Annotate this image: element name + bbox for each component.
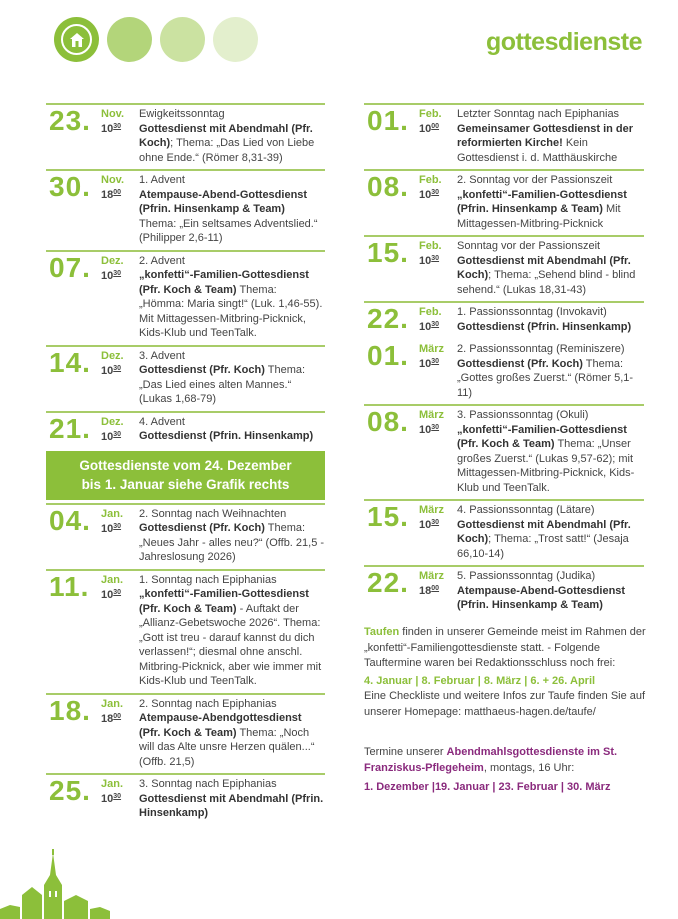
entry-details: Thema: „Neues Jahr - alles neu?“ (Offb. 21,5 - Jahreslosung 2026) — [139, 522, 325, 563]
entry-month: Jan. — [101, 697, 124, 710]
entry-month: Feb. — [419, 108, 442, 120]
entry-time — [101, 121, 121, 135]
taufen-info — [364, 625, 654, 720]
entry-minute: 30 — [113, 430, 122, 438]
entry-service: Atempause-Abend-Gottesdienst (Pfrin. Hinsenkamp & Team) — [139, 188, 308, 215]
entry-hour: 10 — [419, 358, 432, 370]
entry-service: Gottesdienst (Pfrin. Hinsenkamp) — [457, 320, 632, 333]
entry-time — [419, 422, 439, 436]
entry-day: 08. — [367, 406, 409, 437]
entry-day: 11. — [49, 570, 90, 602]
service-entry — [46, 169, 325, 250]
entry-day: 30. — [49, 171, 91, 202]
entry-desc — [457, 320, 644, 335]
left-list-part1 — [46, 103, 325, 448]
entry-time — [419, 253, 439, 267]
entry-day: 08. — [367, 171, 409, 202]
entry-minute: 30 — [113, 522, 122, 530]
entry-details: Thema: „Ein seltsames Adventslied.“ (Philipper 2,6-11) — [139, 217, 318, 244]
entry-hour: 18 — [101, 712, 114, 725]
service-entry — [364, 169, 644, 235]
entry-month: Nov. — [101, 174, 125, 186]
entry-minute: 00 — [113, 189, 122, 196]
entry-month: Feb. — [419, 240, 442, 252]
entry-desc — [139, 188, 325, 246]
abendmahl-highlight: Abendmahlsgottesdienste im St. Franziskus-Pflegeheim — [364, 746, 618, 774]
entry-occasion: 4. Advent — [139, 415, 185, 428]
entry-day: 15. — [367, 237, 409, 268]
entry-occasion: 1. Passionssonntag (Invokavit) — [457, 306, 607, 318]
entry-day: 23. — [49, 105, 91, 136]
entry-minute: 30 — [431, 519, 440, 526]
entry-month: Dez. — [101, 349, 124, 362]
entry-month: Nov. — [101, 108, 125, 120]
deco-circle-4 — [213, 17, 258, 62]
entry-occasion: 3. Sonntag nach Epiphanias — [139, 778, 277, 790]
entry-text — [139, 415, 325, 444]
entry-time — [101, 268, 121, 282]
entry-desc — [139, 363, 325, 407]
entry-month: März — [419, 570, 445, 582]
entry-minute: 00 — [431, 585, 440, 592]
entry-service: Atempause-Abendgottesdienst (Pfr. Koch & Team) — [139, 712, 302, 739]
entry-month: Feb. — [419, 306, 442, 318]
entry-service: Gottesdienst mit Abendmahl (Pfr. Koch) — [457, 518, 631, 545]
entry-hour: 10 — [419, 519, 432, 531]
entry-hour: 10 — [419, 424, 432, 436]
entry-details: Thema: „Das Lied eines alten Mannes.“ (Lukas 1,68-79) — [139, 364, 306, 405]
service-entry — [46, 103, 325, 169]
left-list-part2 — [46, 503, 325, 825]
entry-time — [419, 187, 439, 201]
entry-day: 21. — [49, 412, 91, 444]
entry-service: Gottesdienst mit Abendmahl (Pfr. Koch) — [139, 122, 313, 149]
entry-occasion: 2. Advent — [139, 254, 185, 267]
home-icon — [69, 32, 85, 48]
entry-occasion: 2. Sonntag nach Weihnachten — [139, 507, 287, 520]
entry-time — [101, 363, 121, 377]
service-entry — [364, 103, 644, 169]
header-circles — [54, 17, 258, 62]
entry-day: 14. — [49, 346, 91, 378]
entry-hour: 10 — [419, 255, 432, 267]
entry-text — [457, 173, 644, 231]
entry-text — [457, 305, 644, 334]
entry-text — [457, 239, 644, 297]
entry-details: Kein Gottesdienst i. d. Matthäuskirche — [457, 137, 618, 164]
abendmahl-info — [364, 745, 654, 796]
entry-desc — [457, 122, 644, 166]
entry-time — [101, 429, 121, 443]
entry-month: Jan. — [101, 507, 124, 520]
entry-day: 22. — [367, 303, 409, 334]
entry-hour: 10 — [101, 588, 114, 601]
entry-service: Atempause-Abend-Gottesdienst (Pfrin. Hinsenkamp & Team) — [457, 584, 626, 611]
entry-text — [139, 777, 325, 821]
entry-desc — [139, 268, 325, 341]
entry-hour: 10 — [101, 269, 114, 282]
right-column — [364, 103, 644, 617]
service-entry — [46, 693, 325, 774]
entry-service: „konfetti“-Familien-Gottesdienst (Pfr. Koch & Team) — [457, 423, 627, 450]
service-entry — [364, 235, 644, 301]
entry-minute: 30 — [431, 321, 440, 328]
service-entry — [46, 503, 325, 569]
entry-text — [139, 349, 325, 407]
entry-day: 25. — [49, 775, 91, 806]
entry-day: 01. — [367, 340, 409, 371]
entry-occasion: 2. Sonntag nach Epiphanias — [139, 697, 277, 710]
entry-minute: 30 — [113, 793, 122, 800]
service-entry — [364, 301, 644, 338]
entry-hour: 10 — [419, 321, 432, 333]
entry-minute: 00 — [431, 123, 440, 130]
holiday-banner — [46, 451, 325, 500]
entry-details: Thema: „Hömma: Maria singt!“ (Luk. 1,46-55). Mit Mittagessen-Mitbring-Picknick, Kids-Klub und TeenTalk. — [139, 283, 323, 339]
entry-day: 01. — [367, 105, 409, 136]
entry-day: 04. — [49, 504, 91, 536]
entry-hour: 18 — [419, 585, 432, 597]
entry-occasion: 2. Sonntag vor der Passionszeit — [457, 174, 613, 186]
entry-service: „konfetti“-Familien-Gottesdienst (Pfr. Koch & Team) — [139, 588, 309, 615]
entry-month: Dez. — [101, 415, 124, 428]
entry-service: Gemeinsamer Gottesdienst in der reformierten Kirche! — [457, 122, 634, 149]
entry-text — [139, 573, 325, 689]
service-entry — [46, 773, 325, 825]
entry-text — [139, 254, 325, 341]
left-column — [46, 103, 325, 825]
entry-occasion: 1. Advent — [139, 174, 185, 186]
entry-time — [101, 711, 121, 725]
entry-text — [457, 569, 644, 613]
entry-desc — [139, 792, 325, 821]
entry-details: Thema: „Unser großes Zuerst.“ (Lukas 9,57-62); mit Mittagessen-Mitbring-Picknick, Kids-Klub und TeenTalk. — [457, 438, 635, 494]
entry-occasion: 3. Passionssonntag (Okuli) — [457, 409, 589, 421]
entry-hour: 10 — [419, 189, 432, 201]
entry-desc — [139, 429, 325, 444]
entry-desc — [139, 122, 325, 166]
taufen-text — [364, 625, 654, 672]
service-entry — [364, 499, 644, 565]
entry-service: „konfetti“-Familien-Gottesdienst (Pfr. Koch & Team) — [139, 269, 309, 296]
entry-minute: 30 — [431, 424, 440, 431]
entry-occasion: 1. Sonntag nach Epiphanias — [139, 573, 277, 586]
entry-occasion: Ewigkeitssonntag — [139, 108, 225, 120]
entry-time — [101, 791, 121, 805]
entry-occasion: 5. Passionssonntag (Judika) — [457, 570, 596, 582]
taufen-text1: finden in unserer Gemeinde meist im Rahmen der „konfetti“-Familiengottesdienste statt. - Folgende Tauftermine waren bei Redaktionsschluss noch frei: — [364, 626, 646, 669]
entry-hour: 10 — [419, 123, 432, 135]
entry-time — [101, 187, 121, 201]
entry-hour: 18 — [101, 189, 114, 201]
entry-day: 22. — [367, 567, 409, 598]
entry-time — [419, 583, 439, 597]
church-silhouette-icon — [0, 845, 110, 919]
entry-minute: 30 — [113, 123, 122, 130]
entry-desc — [457, 254, 644, 298]
entry-time — [419, 356, 439, 370]
entry-text — [457, 107, 644, 165]
entry-desc — [457, 357, 644, 401]
entry-details: Thema: „Noch will das Alte unsre Herzen quälen...“ (Offb. 21,5) — [139, 726, 315, 768]
entry-details: - Auftakt der „Allianz-Gebetswoche 2026“. Thema: „Gott ist treu - darauf kannst du dich verlassen!“; diesmal ohne anschl. Mitbring-Picknick, aber wie immer mit Kids-Klub und TeenTalk. — [139, 602, 322, 687]
entry-service: Gottesdienst (Pfr. Koch) — [139, 364, 265, 376]
entry-details: Mit Mittagessen-Mitbring-Picknick — [457, 203, 621, 230]
entry-text — [139, 697, 325, 770]
entry-details: ; Thema: „Trost satt!“ (Jesaja 66,10-14) — [457, 533, 629, 560]
home-circle[interactable] — [54, 17, 99, 62]
entry-minute: 30 — [113, 588, 122, 596]
entry-text — [457, 408, 644, 495]
entry-month: Jan. — [101, 778, 124, 790]
entry-details: ; Thema: „Sehend blind - blind sehend.“ (Lukas 18,31-43) — [457, 269, 636, 296]
service-entry — [46, 345, 325, 411]
entry-service: Gottesdienst (Pfrin. Hinsenkamp) — [139, 430, 314, 442]
entry-text — [139, 107, 325, 165]
entry-occasion: 4. Passionssonntag (Lätare) — [457, 504, 595, 516]
taufen-dates: 4. Januar | 8. Februar | 8. März | 6. + 26. April — [364, 674, 596, 687]
entry-desc — [139, 711, 325, 769]
entry-time — [419, 517, 439, 531]
entry-minute: 30 — [431, 358, 440, 365]
abendmahl-dates: 1. Dezember |19. Januar | 23. Februar | 30. März — [364, 781, 611, 793]
entry-service: Gottesdienst mit Abendmahl (Pfr. Koch) — [457, 254, 631, 281]
service-entry — [46, 250, 325, 345]
service-entry — [364, 338, 644, 404]
entry-desc — [139, 587, 325, 689]
entry-occasion: 3. Advent — [139, 349, 185, 362]
entry-hour: 10 — [101, 522, 114, 535]
entry-desc — [457, 584, 644, 613]
entry-hour: 10 — [101, 364, 114, 377]
entry-text — [139, 507, 325, 565]
entry-desc — [457, 518, 644, 562]
entry-service: Gottesdienst mit Abendmahl (Pfrin. Hinsenkamp) — [139, 792, 324, 819]
page-title: gottesdienste — [485, 28, 642, 56]
entry-desc — [139, 521, 325, 565]
deco-circle-2 — [107, 17, 152, 62]
entry-service: „konfetti“-Familien-Gottesdienst (Pfrin. Hinsenkamp & Team) — [457, 188, 627, 215]
entry-desc — [457, 423, 644, 496]
banner-line2: bis 1. Januar siehe Grafik rechts — [81, 476, 290, 492]
entry-details: Thema: „Gottes großes Zuerst.“ (Römer 5,1-11) — [457, 357, 634, 399]
entry-details: ; Thema: „Das Lied von Liebe ohne Ende.“ (Römer 8,31-39) — [139, 137, 315, 164]
entry-occasion: 2. Passionssonntag (Reminiszere) — [457, 343, 625, 355]
entry-minute: 30 — [113, 269, 122, 277]
entry-time — [101, 587, 121, 601]
entry-minute: 30 — [431, 189, 440, 196]
entry-day: 18. — [49, 694, 91, 726]
entry-text — [457, 503, 644, 561]
entry-minute: 30 — [113, 364, 122, 372]
entry-day: 07. — [49, 251, 91, 283]
service-entry — [364, 565, 644, 617]
entry-time — [419, 121, 439, 135]
service-entry — [46, 569, 325, 693]
entry-occasion: Letzter Sonntag nach Epiphanias — [457, 108, 620, 120]
entry-hour: 10 — [101, 123, 114, 135]
taufen-text2: Eine Checkliste und weitere Infos zur Taufe finden Sie auf unserer Homepage: matthaeus-hagen.de/taufe/ — [364, 690, 646, 718]
taufen-label: Taufen — [364, 626, 400, 638]
entry-hour: 10 — [101, 793, 114, 805]
banner-line1: Gottesdienste vom 24. Dezember — [79, 457, 292, 473]
entry-occasion: Sonntag vor der Passionszeit — [457, 240, 601, 252]
abendmahl-pre: Termine unserer — [364, 746, 447, 758]
entry-month: März — [419, 343, 445, 355]
right-list — [364, 103, 644, 617]
entry-time — [419, 319, 439, 333]
entry-service: Gottesdienst (Pfr. Koch) — [139, 522, 265, 534]
abendmahl-text — [364, 745, 654, 776]
entry-month: Jan. — [101, 573, 124, 586]
abendmahl-post: , montags, 16 Uhr: — [483, 761, 575, 774]
entry-service: Gottesdienst (Pfr. Koch) — [457, 357, 583, 370]
entry-text — [457, 342, 644, 400]
entry-text — [139, 173, 325, 246]
entry-month: März — [419, 504, 445, 516]
entry-hour: 10 — [101, 430, 114, 443]
entry-time — [101, 521, 121, 535]
entry-month: Feb. — [419, 174, 442, 186]
entry-month: Dez. — [101, 254, 124, 267]
entry-desc — [457, 188, 644, 232]
entry-minute: 00 — [113, 712, 122, 720]
entry-minute: 30 — [431, 255, 440, 262]
entry-month: März — [419, 409, 445, 421]
service-entry — [46, 411, 325, 448]
entry-day: 15. — [367, 501, 409, 532]
deco-circle-3 — [160, 17, 205, 62]
service-entry — [364, 404, 644, 499]
